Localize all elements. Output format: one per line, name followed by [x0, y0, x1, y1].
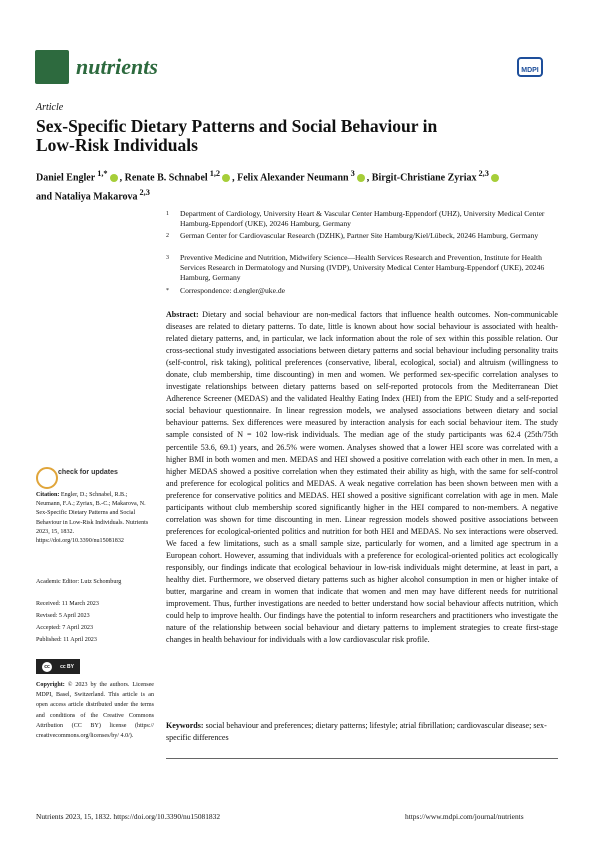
footer-journal-url[interactable]: https://www.mdpi.com/journal/nutrients	[405, 812, 524, 821]
author-name: Daniel Engler	[36, 172, 96, 184]
keywords	[166, 720, 558, 744]
orcid-icon[interactable]	[357, 174, 365, 182]
cc-badge-label: cc BY	[60, 663, 74, 670]
author-affil-sup: 2,3	[478, 169, 489, 178]
academic-editor: Academic Editor: Lutz Schomburg	[36, 579, 122, 585]
orcid-icon[interactable]	[222, 174, 230, 182]
section-divider	[166, 758, 558, 759]
affiliation-item	[166, 209, 556, 229]
affiliation-number: 2	[166, 233, 169, 239]
abstract	[166, 309, 558, 646]
affiliation-item	[166, 253, 556, 284]
copyright-text: © 2023 by the authors. Licensee MDPI, Basel, Switzerland. This article is an open access article distributed under the terms and conditions of the Creative Commons Attribution (CC BY) license (https:// creativecommons.org/licenses/by/ 4.0/).	[36, 682, 154, 740]
affiliation-number: 1	[166, 211, 169, 217]
copyright-block	[36, 680, 154, 741]
orcid-icon[interactable]	[110, 174, 118, 182]
copyright-label: Copyright:	[36, 682, 65, 688]
journal-name: nutrients	[76, 54, 158, 79]
cc-icon: cc	[42, 662, 52, 672]
citation-block	[36, 491, 154, 546]
revised-date: Revised: 5 April 2023	[36, 613, 90, 619]
author-affil-sup: 1,2	[209, 169, 221, 178]
author-name: Felix Alexander Neumann	[237, 172, 349, 184]
affiliation-item	[166, 231, 556, 241]
published-date: Published: 11 April 2023	[36, 637, 97, 643]
citation-text[interactable]: Engler, D.; Schnabel, R.B.; Neumann, F.A.; Zyriax, B.-C.; Makarova, N. Sex-Specific Dietary Patterns and Social Behaviour in Low-Risk Individuals. Nutrients 2023, 15, 1832. https://doi.org/10.3390/nu15081832	[36, 492, 149, 545]
affiliation-number: *	[166, 288, 169, 294]
author-name: Birgit-Christiane Zyriax	[371, 172, 477, 184]
author-list: Daniel Engler $^{1,*}$ , Renate B. Schnabel $^{1,2}$ , Felix Alexander Neumann $^3$ , Birgit-Christiane Zyriax $^{2,3}$ and Nataliya Makarova $^{2,3}$	[36, 166, 556, 205]
check-for-updates-label[interactable]: check for updates	[58, 469, 118, 476]
keywords-label: Keywords:	[166, 721, 204, 730]
article-type: Article	[36, 102, 64, 113]
citation-label: Citation:	[36, 492, 60, 498]
paper-title: Sex-Specific Dietary Patterns and Social Behaviour in Low-Risk Individuals	[36, 116, 438, 155]
orcid-icon[interactable]	[491, 174, 499, 182]
abstract-text: Dietary and social behaviour are non-medical factors that influence health outcomes. Non-communicable diseases are related to dietary patterns. To date, little is known about how social behaviour is associated with health-related dietary patterns, and, in particular, we lack information about the role of sex within this possible relation. Our cross-sectional study investigated associations between dietary patterns and social behaviour including personality traits (self-control, risk taking), political preferences (conservative, liberal, ecological, social) and altruism (willingness to donate, club membership, time discounting) in men and women. We performed sex-specific correlation analyses to investigate relationships between dietary patterns based on self-reported protocols from the Mediterranean Diet Adherence Screener (MEDAS) and the validated Healthy Eating Index (HEI) from the EPIC Study and a self-reported social behaviour questionnaire. In linear regression models, we analysed associations between dietary and social behaviour patterns. Sex differences were measured by interaction analysis for each social behaviour item. The study sample consisted of N = 102 low-risk individuals. The median age of the study participants was 62.4 (25th/75th percentile 53.6, 69.1) years, and 26.5% were women. Analyses showed that a lower HEI score was correlated with a higher BMI in both women and men. MEDAS and HEI showed a positive correlation with each other in men. In men, a higher MEDAS showed a positive correlation when they estimated their ability as high, with the same for self-control and preference for ecological politics and MEDAS. A weak negative correlation has been shown between men with a preference for conservative politics and MEDAS. HEI showed a positive significant correlation with age in men. Male participants without club membership scored significantly higher in the HEI compared to non-members. A negative correlation was shown for time discounting in men. Linear regression models showed positive associations between preferences for ecological-oriented politics and nutrition for both HEI and MEDAS. No sex interactions were observed. We faced a few limitations, such as a small sample size, particularly for women, and a limited age spectrum in a European cohort. However, assuming that individuals with a preference for ecological-oriented politics act ecologically responsibly, our findings indicate that ecological behaviour in low-risk individuals might determine, at least in part, a healthy diet. Furthermore, we observed dietary patterns such as higher alcohol consumption in men or higher intake of butter, margarine and cream in women that indicate that women and men may have different needs for nutritional improvement. Thus, further investigations are needed to better understand how social behaviour affects nutrition, which could help to improve health. Our findings have the potential to inform researchers and practitioners who investigate the nature of the relationship between social behaviour and dietary patterns to implement strategies to create first-stage changes in health behaviour for individuals with a low cardiovascular risk profile.	[166, 310, 558, 645]
footer-citation[interactable]: Nutrients 2023, 15, 1832. https://doi.org/10.3390/nu15081832	[36, 812, 221, 821]
mdpi-logo-icon: MDPI	[517, 57, 543, 77]
affiliation-text: Preventive Medicine and Nutrition, Midwifery Science—Health Services Research and Prevention, Institute for Health Services Research in Dermatology and Nursing (IVDP), University Medical Center Hamburg-Eppendorf (UKE), 20246 Hamburg, Germany	[180, 253, 545, 283]
received-date: Received: 11 March 2023	[36, 601, 99, 607]
affiliation-text: Department of Cardiology, University Heart & Vascular Center Hamburg-Eppendorf (UHZ), University Medical Center Hamburg-Eppendorf (UKE), 20246 Hamburg, Germany	[180, 209, 545, 229]
journal-logo-icon	[35, 50, 69, 84]
check-for-updates-icon[interactable]	[36, 467, 58, 489]
keywords-text: social behaviour and preferences; dietary patterns; lifestyle; atrial fibrillation; cardiovascular disease; sex-specific differences	[166, 721, 547, 742]
affiliation-text: German Center for Cardiovascular Research (DZHK), Partner Site Hamburg/Kiel/Lübeck, 20246 Hamburg, Germany	[180, 231, 539, 240]
author-affil-sup: 1,*	[97, 169, 108, 178]
accepted-date: Accepted: 7 April 2023	[36, 625, 94, 631]
author-affil-sup: 2,3	[139, 188, 150, 198]
affiliation-text[interactable]: Correspondence: d.engler@uke.de	[180, 286, 286, 295]
author-name: Renate B. Schnabel	[124, 172, 208, 184]
author-affil-sup: 3	[350, 169, 355, 178]
abstract-label: Abstract:	[166, 310, 199, 319]
author-name: and Nataliya Makarova	[36, 191, 138, 203]
affiliation-item	[166, 286, 556, 296]
cc-by-license-icon[interactable]	[36, 659, 80, 674]
affiliation-number: 3	[166, 255, 169, 261]
